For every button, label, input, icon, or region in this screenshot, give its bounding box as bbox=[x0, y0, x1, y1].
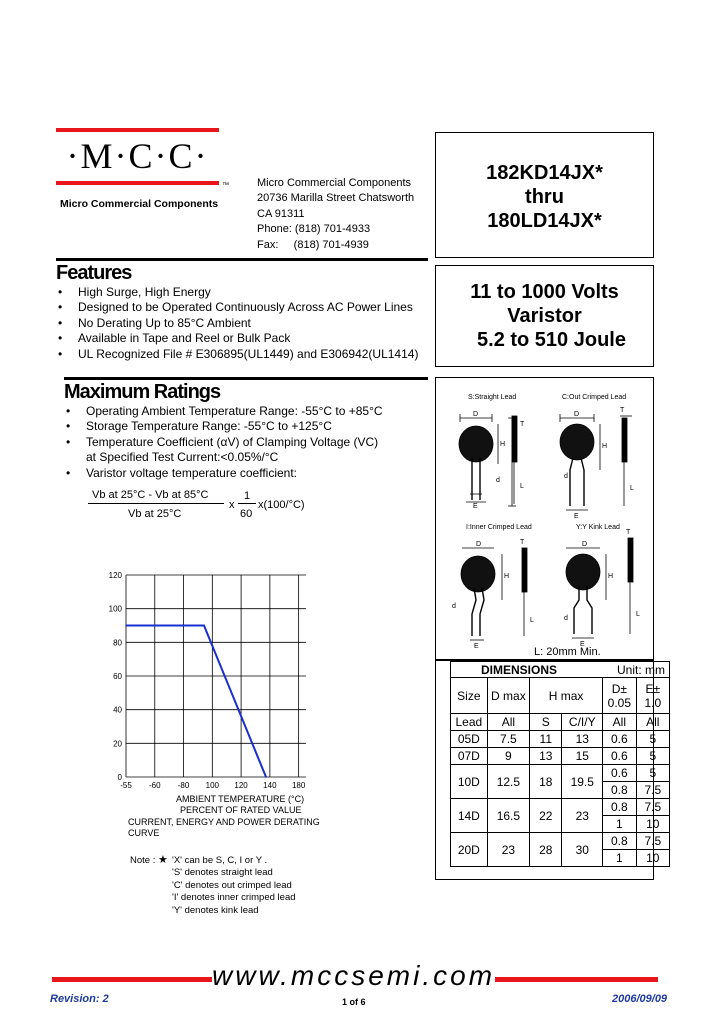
spec-voltage: 11 to 1000 Volts bbox=[470, 281, 619, 303]
cell-dmax: 23 bbox=[487, 833, 529, 867]
svg-text:D: D bbox=[574, 411, 580, 418]
cell-size: 05D bbox=[451, 731, 488, 748]
derating-chart bbox=[100, 568, 350, 790]
svg-text:L: L bbox=[530, 617, 534, 624]
logo-bottom-bar bbox=[56, 181, 219, 185]
note-line: 'C' denotes out crimped lead bbox=[172, 879, 292, 891]
y-tick-label: 80 bbox=[113, 638, 122, 648]
note-section bbox=[130, 854, 168, 867]
formula-denominator: Vb at 25°C bbox=[128, 508, 182, 520]
table-row bbox=[451, 799, 670, 816]
svg-text:D: D bbox=[476, 541, 482, 548]
features-section bbox=[56, 258, 428, 362]
x-tick-label: -80 bbox=[177, 781, 190, 790]
footer-page: 1 of 6 bbox=[342, 997, 366, 1007]
cell-e-tol: 7.5 bbox=[636, 782, 669, 799]
cell-dmax: 16.5 bbox=[487, 799, 529, 833]
cell-cly: 30 bbox=[562, 833, 603, 867]
derating-series-line bbox=[126, 626, 266, 778]
cell-d-tol: 0.6 bbox=[603, 748, 637, 765]
ratings-section bbox=[64, 377, 428, 481]
data-point bbox=[125, 625, 127, 627]
dimensions-unit: Unit: mm bbox=[603, 662, 670, 678]
cell-s: 13 bbox=[530, 748, 562, 765]
cell-cly: 19.5 bbox=[562, 765, 603, 799]
hdr-s: S bbox=[530, 714, 562, 731]
diagram-label-inner-crimped: I:Inner Crimped Lead bbox=[466, 524, 532, 531]
svg-text:T: T bbox=[520, 421, 525, 428]
cell-e-tol: 7.5 bbox=[636, 799, 669, 816]
rating-item: • Varistor voltage temperature coefficient: bbox=[64, 466, 428, 481]
dimensions-table bbox=[450, 661, 670, 867]
company-address bbox=[257, 176, 414, 253]
cell-dmax: 7.5 bbox=[487, 731, 529, 748]
part-number-end: 180LD14JX* bbox=[487, 210, 602, 232]
diagram-inner-crimped-lead bbox=[452, 539, 534, 650]
svg-text:L: L bbox=[636, 611, 640, 618]
diagram-straight-lead bbox=[459, 411, 525, 510]
cell-dmax: 9 bbox=[487, 748, 529, 765]
formula-numerator: Vb at 25°C - Vb at 85°C bbox=[92, 489, 209, 501]
hdr-dmax: D max bbox=[487, 678, 529, 714]
company-fax: Fax: (818) 701-4939 bbox=[257, 238, 369, 251]
chart-ylabel: PERCENT OF RATED VALUE bbox=[180, 805, 302, 815]
cell-cly: 13 bbox=[562, 731, 603, 748]
lead-length-note: L: 20mm Min. bbox=[534, 646, 601, 658]
x-tick-label: 100 bbox=[205, 781, 219, 790]
table-row bbox=[451, 765, 670, 782]
cell-e-tol: 10 bbox=[636, 850, 669, 867]
y-tick-label: 40 bbox=[113, 705, 122, 715]
hdr-size: Size bbox=[451, 678, 488, 714]
footer-revision: Revision: 2 bbox=[50, 993, 109, 1005]
cell-size: 14D bbox=[451, 799, 488, 833]
cell-e-tol: 10 bbox=[636, 816, 669, 833]
company-name: Micro Commercial Components bbox=[257, 177, 412, 189]
note-line: 'I' denotes inner crimped lead bbox=[172, 892, 296, 904]
svg-text:E: E bbox=[580, 641, 585, 648]
feature-item: • UL Recognized File # E306895(UL1449) and E306942(UL1414) bbox=[56, 347, 428, 362]
cell-d-tol: 0.6 bbox=[603, 765, 637, 782]
company-city: CA 91311 bbox=[257, 207, 305, 220]
part-number-box bbox=[435, 132, 654, 258]
hdr-all-dd: All bbox=[603, 714, 637, 731]
note-star-icon: ★ bbox=[158, 854, 168, 866]
note-label: Note : bbox=[130, 855, 156, 866]
dimensions-title: DIMENSIONS bbox=[451, 662, 603, 678]
footer-url[interactable]: www.mccsemi.com bbox=[212, 960, 496, 991]
hdr-e-tol: E± 1.0 bbox=[636, 678, 669, 714]
svg-text:L: L bbox=[630, 485, 634, 492]
logo-text: ·M·C·C· bbox=[66, 136, 209, 176]
cell-s: 28 bbox=[530, 833, 562, 867]
svg-text:d: d bbox=[564, 615, 568, 622]
cell-e-tol: 5 bbox=[636, 748, 669, 765]
company-street: 20736 Marilla Street Chatsworth bbox=[257, 192, 415, 205]
svg-text:T: T bbox=[520, 539, 525, 546]
note-line: 'X' can be S, C, I or Y . bbox=[172, 855, 268, 866]
svg-text:E: E bbox=[473, 503, 478, 510]
footer-left-bar bbox=[52, 977, 212, 982]
dimensions-table-wrap bbox=[450, 661, 670, 867]
feature-item: • Designed to be Operated Continuously Across AC Power Lines bbox=[56, 300, 428, 315]
x-tick-label: -55 bbox=[120, 781, 132, 790]
cell-s: 18 bbox=[530, 765, 562, 799]
hdr-lead: Lead bbox=[451, 714, 488, 731]
formula-frac-num: 1 bbox=[244, 490, 251, 502]
cell-dmax: 12.5 bbox=[487, 765, 529, 799]
spec-box bbox=[435, 265, 654, 367]
cell-e-tol: 5 bbox=[636, 731, 669, 748]
svg-text:E: E bbox=[474, 643, 479, 650]
data-point bbox=[203, 625, 205, 627]
part-number-start: 182KD14JX* bbox=[486, 162, 603, 184]
cell-s: 11 bbox=[530, 731, 562, 748]
hdr-hmax: H max bbox=[530, 678, 603, 714]
svg-text:D: D bbox=[473, 411, 479, 418]
table-row bbox=[451, 833, 670, 850]
x-tick-label: 140 bbox=[263, 781, 277, 790]
cell-s: 22 bbox=[530, 799, 562, 833]
cell-d-tol: 0.8 bbox=[603, 833, 637, 850]
part-number-thru: thru bbox=[525, 186, 564, 208]
x-tick-label: 120 bbox=[234, 781, 248, 790]
y-tick-label: 120 bbox=[108, 571, 122, 580]
footer-right-bar bbox=[495, 977, 658, 982]
svg-text:d: d bbox=[496, 477, 500, 484]
formula-frac-den: 60 bbox=[240, 508, 253, 520]
data-point bbox=[265, 776, 267, 778]
hdr-cly: C/I/Y bbox=[562, 714, 603, 731]
cell-cly: 15 bbox=[562, 748, 603, 765]
cell-size: 10D bbox=[451, 765, 488, 799]
svg-text:d: d bbox=[452, 603, 456, 610]
hdr-all-d: All bbox=[487, 714, 529, 731]
rating-item: • Temperature Coefficient (αV) of Clamping Voltage (VC) at Specified Test Current:<0.05%/°C bbox=[64, 435, 386, 466]
cell-d-tol: 0.6 bbox=[603, 731, 637, 748]
feature-item: • Available in Tape and Reel or Bulk Pack bbox=[56, 331, 428, 346]
rating-item: • Operating Ambient Temperature Range: -55°C to +85°C bbox=[64, 404, 428, 419]
footer-date: 2006/09/09 bbox=[612, 993, 668, 1005]
diagram-kink-lead bbox=[564, 529, 640, 648]
x-tick-label: 180 bbox=[291, 781, 306, 790]
svg-text:D: D bbox=[582, 541, 588, 548]
feature-item: • No Derating Up to 85°C Ambient bbox=[56, 316, 428, 331]
chart-title: CURRENT, ENERGY AND POWER DERATING CURVE bbox=[128, 817, 320, 838]
chart-xlabel: AMBIENT TEMPERATURE (°C) bbox=[176, 794, 305, 804]
logo-subtitle: Micro Commercial Components bbox=[60, 198, 219, 210]
y-tick-label: 60 bbox=[113, 672, 122, 681]
svg-text:H: H bbox=[602, 443, 608, 450]
rating-item: • Storage Temperature Range: -55°C to +125°C bbox=[64, 419, 428, 434]
svg-text:d: d bbox=[564, 473, 568, 480]
formula-tail: x(100/°C) bbox=[258, 499, 305, 511]
table-row bbox=[451, 748, 670, 765]
svg-text:E: E bbox=[574, 513, 579, 520]
y-tick-label: 100 bbox=[108, 604, 122, 614]
cell-d-tol: 0.8 bbox=[603, 782, 637, 799]
cell-e-tol: 7.5 bbox=[636, 833, 669, 850]
svg-text:H: H bbox=[500, 441, 506, 448]
y-tick-label: 20 bbox=[113, 739, 122, 749]
cell-d-tol: 1 bbox=[603, 850, 637, 867]
y-tick-label: 0 bbox=[117, 773, 122, 782]
svg-text:L: L bbox=[520, 483, 524, 490]
ratings-title: Maximum Ratings bbox=[64, 381, 221, 403]
trademark-mark: ™ bbox=[222, 182, 229, 189]
formula-frac-bar bbox=[238, 503, 256, 504]
cell-d-tol: 0.8 bbox=[603, 799, 637, 816]
lead-diagrams bbox=[436, 378, 653, 659]
svg-text:T: T bbox=[620, 407, 625, 414]
cell-e-tol: 5 bbox=[636, 765, 669, 782]
note-line: 'Y' denotes kink lead bbox=[172, 904, 259, 916]
spec-type: Varistor bbox=[507, 305, 582, 327]
cell-size: 20D bbox=[451, 833, 488, 867]
hdr-all-e: All bbox=[636, 714, 669, 731]
cell-cly: 23 bbox=[562, 799, 603, 833]
spec-energy: 5.2 to 510 Joule bbox=[477, 329, 626, 351]
note-lines bbox=[172, 855, 296, 917]
company-phone: Phone: (818) 701-4933 bbox=[257, 223, 371, 236]
note-line: 'S' denotes straight lead bbox=[172, 867, 273, 879]
formula-times: x bbox=[229, 499, 235, 511]
cell-size: 07D bbox=[451, 748, 488, 765]
diagram-label-straight: S:Straight Lead bbox=[468, 394, 517, 401]
cell-d-tol: 1 bbox=[603, 816, 637, 833]
features-title: Features bbox=[56, 262, 132, 284]
logo-top-bar bbox=[56, 128, 219, 132]
table-row bbox=[451, 731, 670, 748]
svg-text:H: H bbox=[504, 573, 510, 580]
diagram-label-kink: Y:Y Kink Lead bbox=[576, 524, 620, 531]
feature-item: • High Surge, High Energy bbox=[56, 285, 428, 300]
diagram-label-out-crimped: C:Out Crimped Lead bbox=[562, 394, 627, 401]
svg-text:T: T bbox=[626, 529, 631, 536]
diagram-out-crimped-lead bbox=[560, 407, 634, 520]
x-tick-label: -60 bbox=[148, 781, 161, 790]
formula-bar bbox=[88, 503, 224, 504]
svg-text:H: H bbox=[608, 573, 614, 580]
hdr-d-tol: D± 0.05 bbox=[603, 678, 637, 714]
